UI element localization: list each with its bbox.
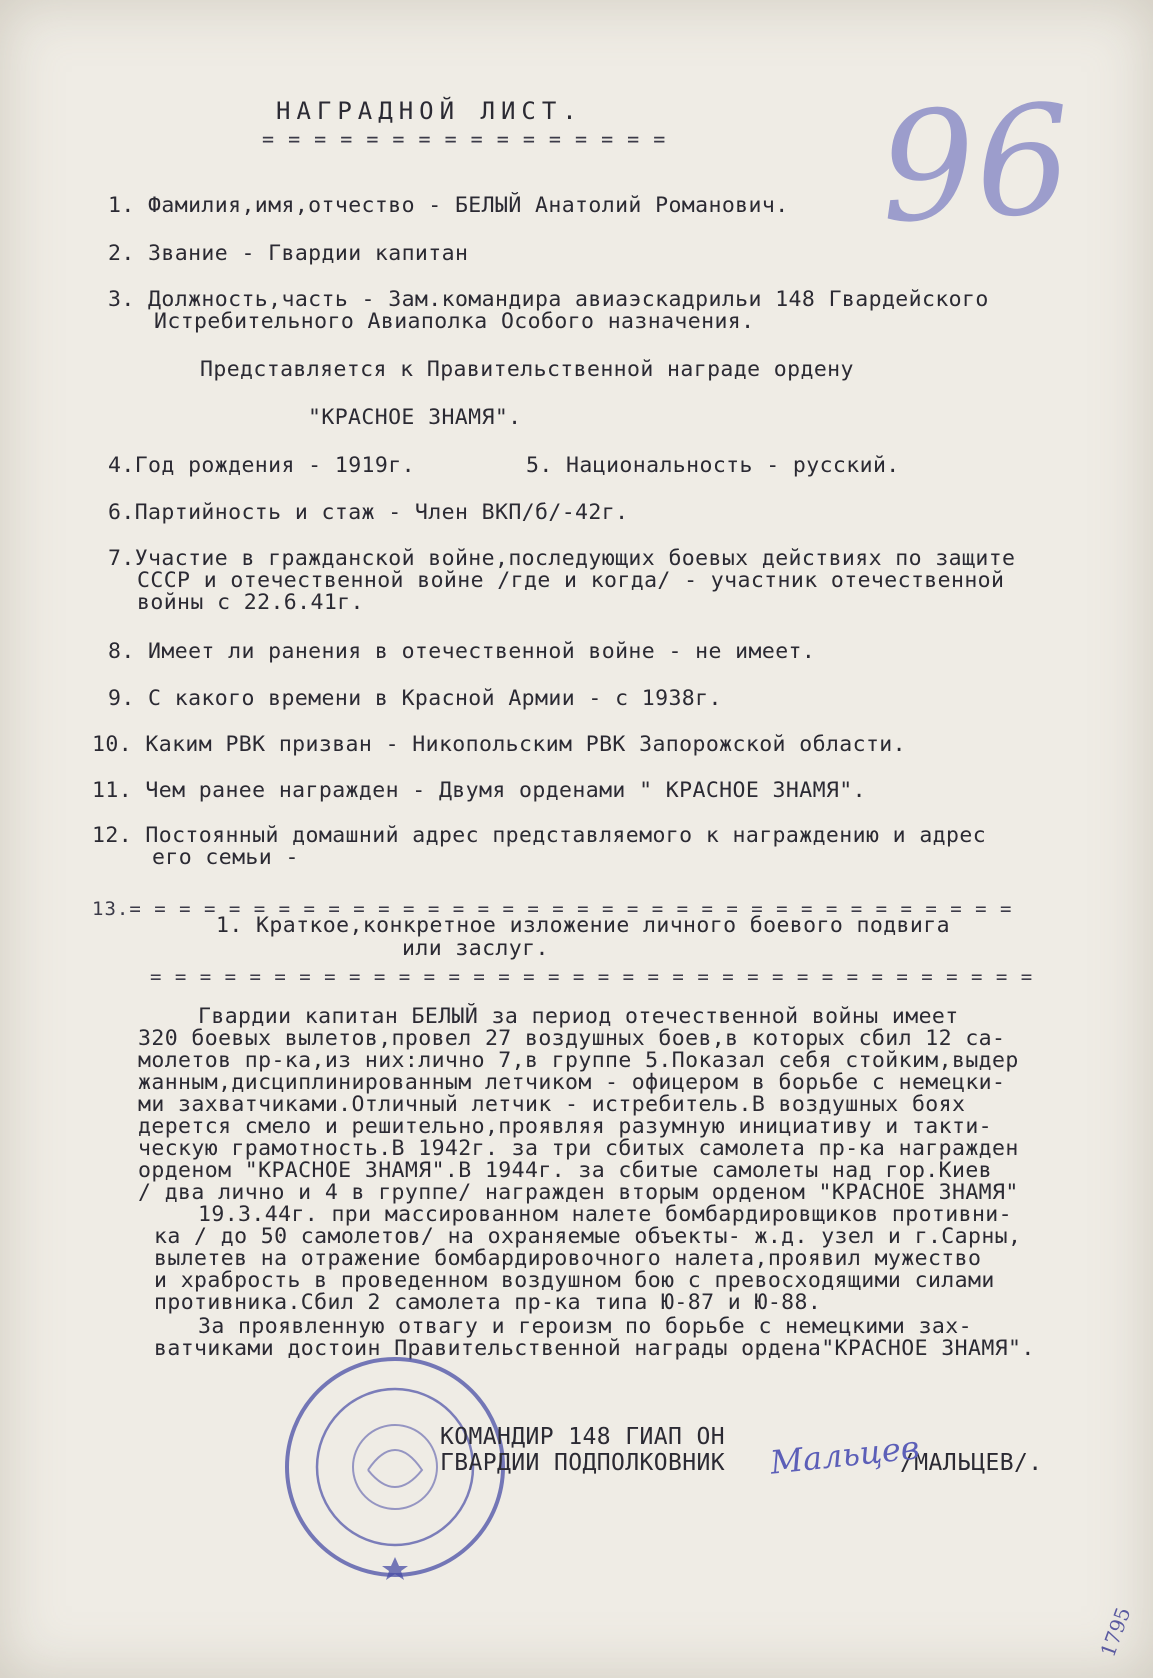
- item-4-birth-year: 4.Год рождения - 1919г.: [108, 453, 415, 478]
- handwritten-number: 96: [875, 73, 1076, 257]
- order-name: "КРАСНОЕ ЗНАМЯ".: [308, 405, 522, 430]
- narrative-line: / два лично и 4 в группе/ награжден вторым орденом "КРАСНОЕ ЗНАМЯ": [138, 1180, 1019, 1205]
- item-3-unit: Истребительного Авиаполка Особого назначения.: [154, 309, 755, 334]
- item-9-service: 9. С какого времени в Красной Армии - с 1938г.: [108, 686, 722, 711]
- narrative-line: ка / до 50 самолетов/ на охраняемые объекты- ж.д. узел и г.Сарны,: [154, 1224, 1022, 1249]
- narrative-line: вылетев на отражение бомбардировочного налета,проявил мужество: [154, 1246, 982, 1271]
- narrative-line: жанным,дисциплинированным летчиком - офицером в борьбе с немецки-: [138, 1070, 1006, 1095]
- narrative-line: За проявленную отвагу и героизм по борьбе с немецкими зах-: [198, 1314, 972, 1339]
- narrative-line: 19.3.44г. при массированном налете бомбардировщиков противни-: [198, 1202, 1012, 1227]
- presentation-line: Представляется к Правительственной награде ордену: [200, 357, 854, 382]
- narrative-line: ческую грамотность.В 1942г. за три сбитых самолета пр-ка награжден: [138, 1136, 1019, 1161]
- section-heading-2: или заслуг.: [402, 936, 549, 961]
- item-12-address: 12. Постоянный домашний адрес представляемого к награждению и адрес: [92, 823, 987, 848]
- item-10-draft: 10. Каким РВК призван - Никопольским РВК Запорожской области.: [92, 732, 906, 757]
- archive-page-number: 1795: [1095, 1603, 1136, 1661]
- item-6-party: 6.Партийность и стаж - Член ВКП/б/-42г.: [108, 500, 629, 525]
- item-13-rule: 13.= = = = = = = = = = = = = = = = = = = = = = = = = = = = = = = = = = = =: [92, 898, 1013, 920]
- item-7-line-3: войны с 22.6.41г.: [137, 590, 364, 615]
- title-underline: = = = = = = = = = = = = = = = =: [262, 127, 667, 151]
- section-heading-1: 1. Краткое,конкретное изложение личного боевого подвига: [216, 913, 950, 938]
- item-7-line-2: СССР и отечественной войне /где и когда/ - участник отечественной: [137, 568, 1005, 593]
- narrative-line: и храбрость в проведенном воздушном бою с превосходящими силами: [154, 1268, 995, 1293]
- narrative-line: молетов пр-ка,из них:лично 7,в группе 5.Показал себя стойким,выдер: [138, 1048, 1019, 1073]
- narrative-line: 320 боевых вылетов,провел 27 воздушных боев,в которых сбил 12 са-: [138, 1026, 1006, 1051]
- item-11-prior-awards: 11. Чем ранее награжден - Двумя орденами " КРАСНОЕ ЗНАМЯ".: [92, 778, 866, 803]
- document-title: НАГРАДНОЙ ЛИСТ.: [276, 97, 583, 125]
- narrative-line: дерется смело и решительно,проявляя разумную инициативу и такти-: [138, 1114, 993, 1139]
- item-5-nationality: 5. Национальность - русский.: [526, 453, 900, 478]
- signature-name: /МАЛЬЦЕВ/.: [900, 1450, 1043, 1476]
- signature-rank: ГВАРДИИ ПОДПОЛКОВНИК: [440, 1450, 725, 1476]
- item-1-name: 1. Фамилия,имя,отчество - БЕЛЫЙ Анатолий Романович.: [108, 193, 789, 218]
- item-12-family: его семьи -: [152, 845, 299, 870]
- narrative-line: ватчиками достоин Правительственной награды ордена"КРАСНОЕ ЗНАМЯ".: [154, 1336, 1035, 1361]
- narrative-line: ми захватчиками.Отличный летчик - истребитель.В воздушных боях: [138, 1092, 966, 1117]
- section-rule: = = = = = = = = = = = = = = = = = = = = = = = = = = = = = = = = = = = =: [150, 966, 1034, 988]
- item-3-position: 3. Должность,часть - Зам.командира авиаэскадрильи 148 Гвардейского: [108, 287, 989, 312]
- narrative-line: Гвардии капитан БЕЛЫЙ за период отечественной войны имеет: [198, 1004, 959, 1029]
- narrative-line: противника.Сбил 2 самолета пр-ка типа Ю-87 и Ю-88.: [154, 1290, 822, 1315]
- item-7-line-1: 7.Участие в гражданской войне,последующих боевых действиях по защите: [108, 546, 1016, 571]
- narrative-line: орденом "КРАСНОЕ ЗНАМЯ".В 1944г. за сбитые самолеты над гор.Киев: [138, 1158, 993, 1183]
- handwritten-signature: Мальцев: [768, 1428, 922, 1482]
- item-2-rank: 2. Звание - Гвардии капитан: [108, 241, 469, 266]
- item-8-wounds: 8. Имеет ли ранения в отечественной войне - не имеет.: [108, 639, 816, 664]
- signature-commander: КОМАНДИР 148 ГИАП ОН: [440, 1424, 725, 1450]
